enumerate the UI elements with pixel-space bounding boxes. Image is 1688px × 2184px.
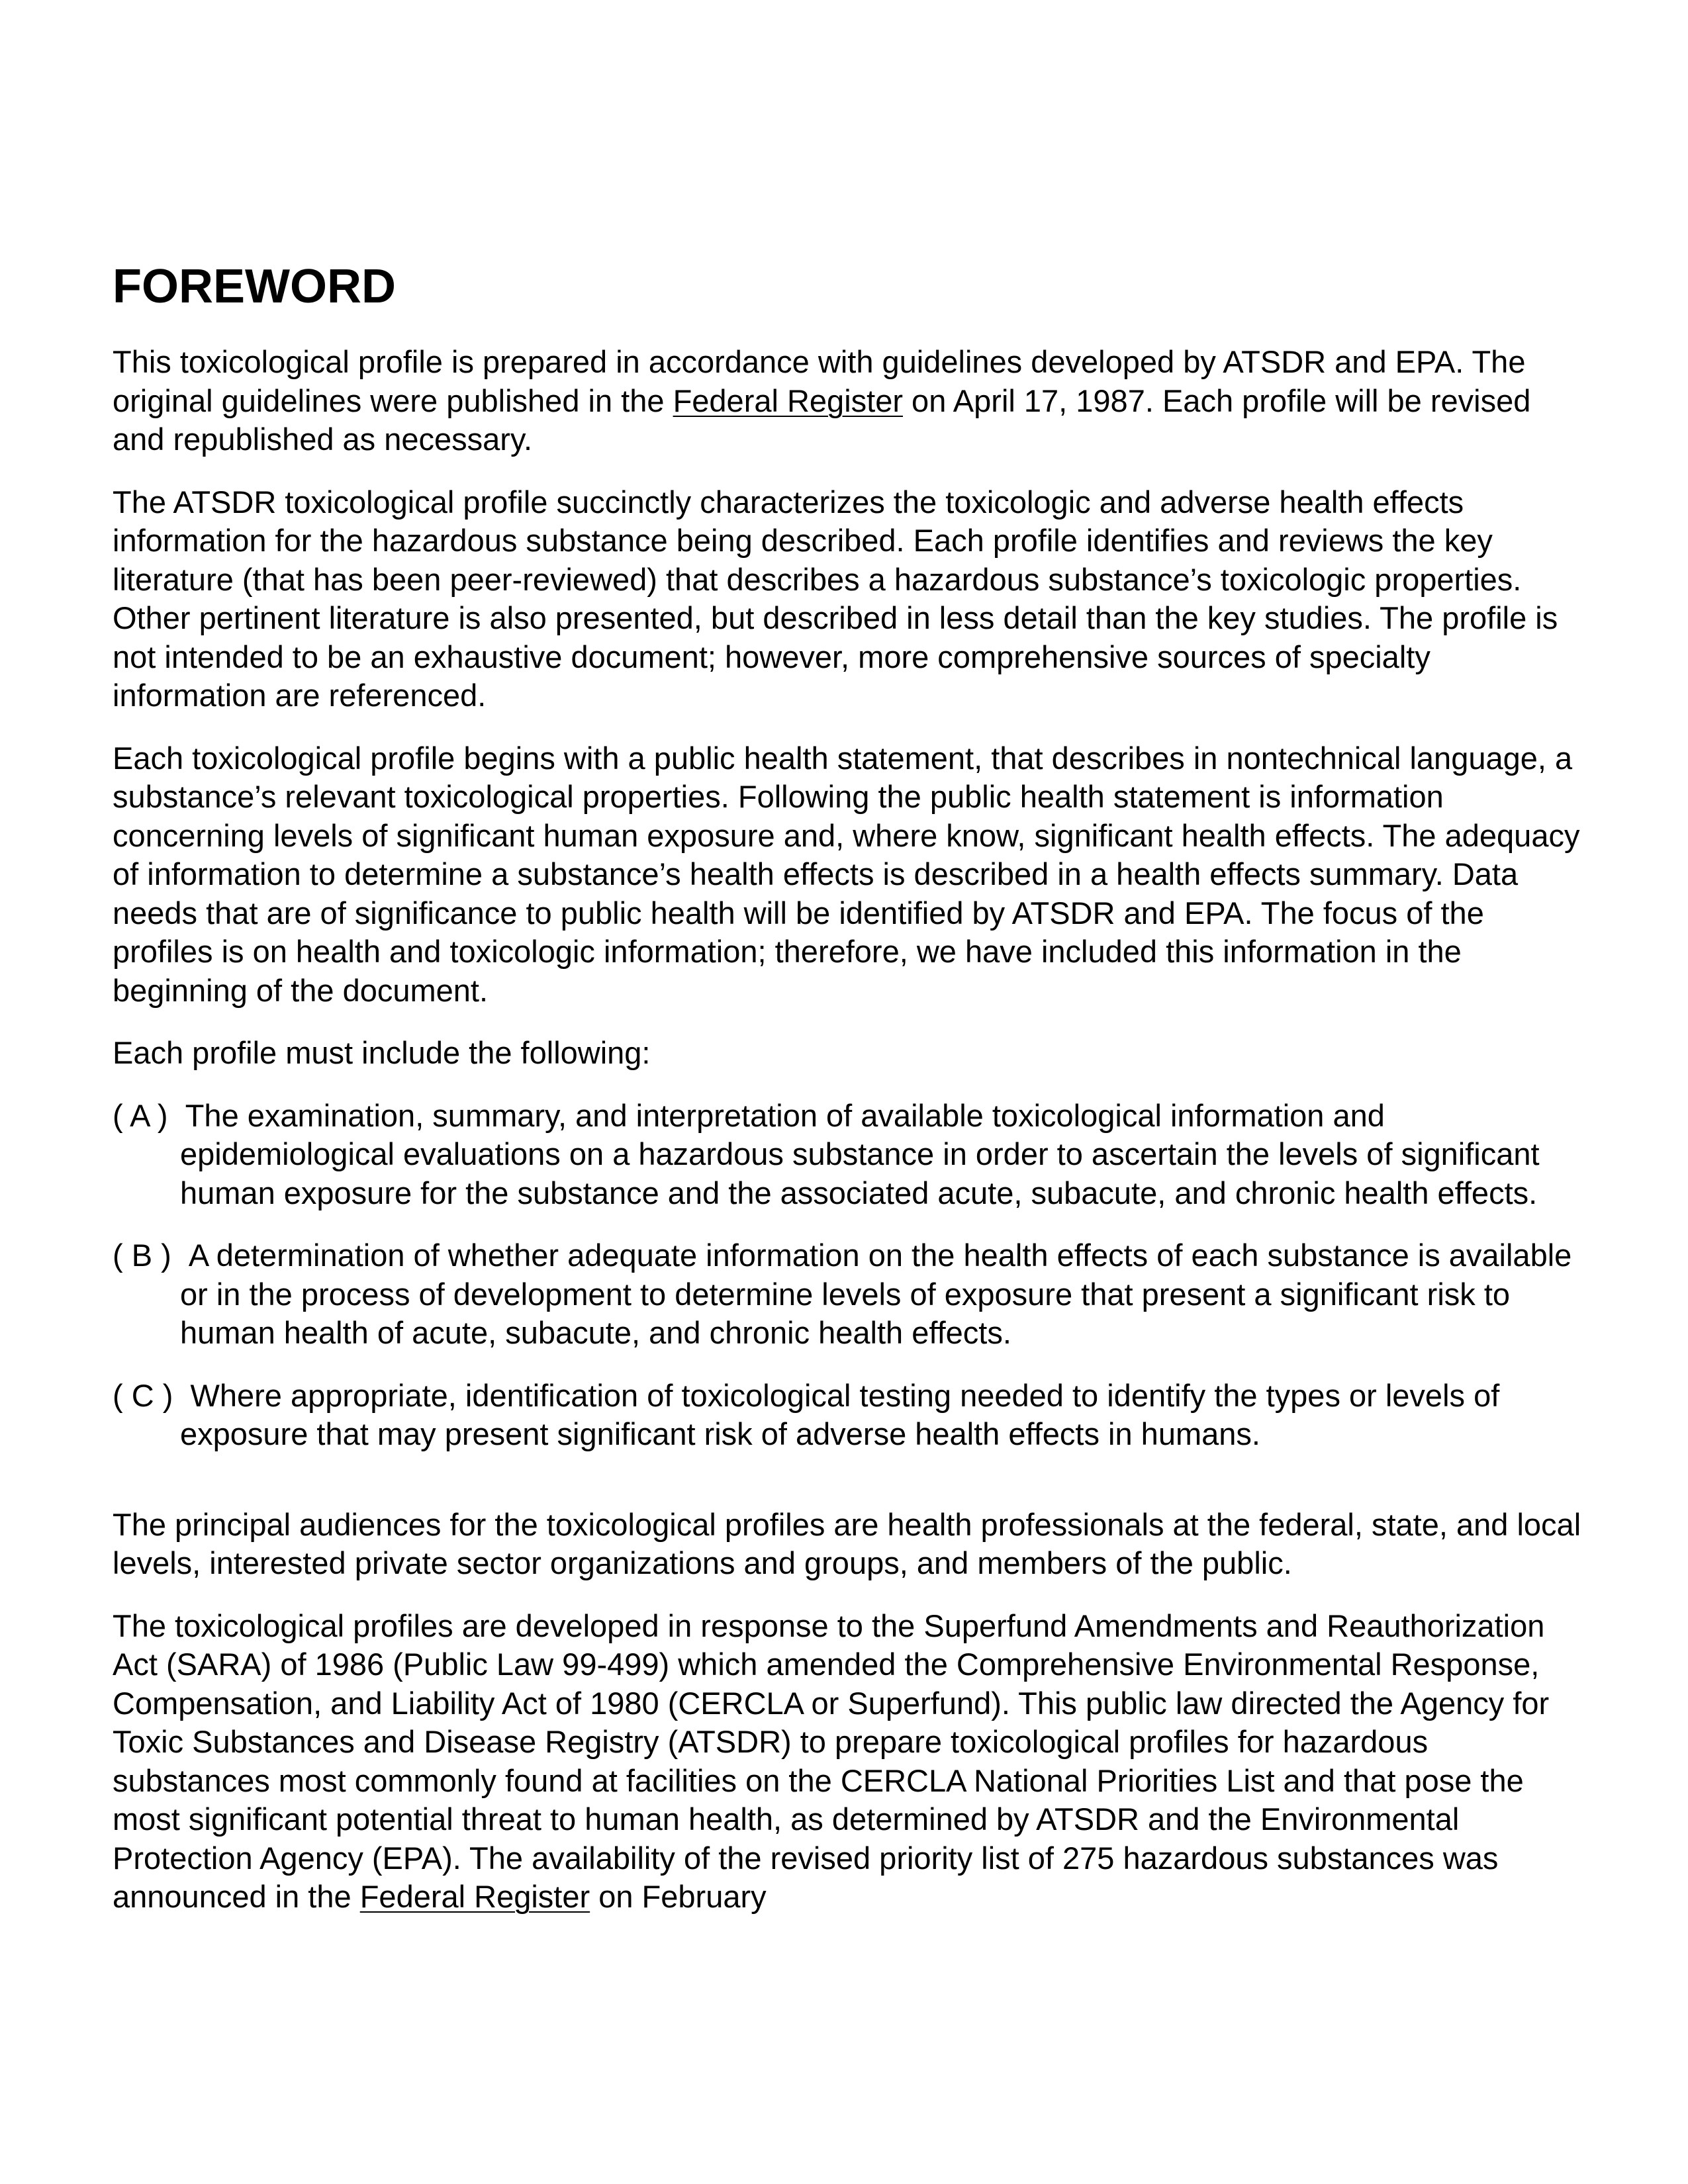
item-marker: ( C ) bbox=[113, 1377, 173, 1413]
requirement-item-c bbox=[113, 1377, 1589, 1454]
requirement-item-a bbox=[113, 1097, 1589, 1213]
federal-register-reference: Federal Register bbox=[673, 383, 903, 418]
guidelines-text-before: This toxicological profile is prepared in accordance with guidelines developed by ATSDR and EPA. The original guidelines were published in the bbox=[113, 344, 1526, 418]
paragraph-guidelines bbox=[113, 343, 1589, 459]
item-marker: ( A ) bbox=[113, 1097, 168, 1133]
item-marker: ( B ) bbox=[113, 1238, 171, 1273]
item-text: Where appropriate, identification of toxicological testing needed to identify the types or levels of exposure that may present significant risk of adverse health effects in humans. bbox=[180, 1377, 1500, 1451]
paragraph-sara-background bbox=[113, 1607, 1589, 1917]
federal-register-reference: Federal Register bbox=[359, 1879, 590, 1914]
guidelines-text-after: on April 17, 1987. Each profile will be revised and republished as necessary. bbox=[113, 383, 1531, 457]
page-title: FOREWORD bbox=[113, 260, 396, 313]
item-text: A determination of whether adequate information on the health effects of each substance is available or in the process of development to determine levels of exposure that present a significant risk to human health of acute, subacute, and chronic health effects. bbox=[180, 1238, 1572, 1350]
paragraph-requirements-intro: Each profile must include the following: bbox=[113, 1035, 651, 1070]
sara-text-after: on February bbox=[590, 1879, 767, 1914]
sara-text-before: The toxicological profiles are developed in response to the Superfund Amendments and Reauthorization Act (SARA) of 1986 (Public Law 99-499) which amended the Comprehensive Environmental Response, Compensation, and Liability Act of 1980 (CERCLA or Superfund). This public law directed the Agency for Toxic Substances and Disease Registry (ATSDR) to prepare toxicological profiles for hazardous substances most commonly found at facilities on the CERCLA National Priorities List and that pose the most significant potential threat to human health, as determined by ATSDR and the Environmental Protection Agency (EPA). The availability of the revised priority list of 275 hazardous substances was announced in the bbox=[113, 1608, 1550, 1914]
item-text: The examination, summary, and interpretation of available toxicological information and epidemiological evaluations on a hazardous substance in order to ascertain the levels of significant human exposure for the substance and the associated acute, subacute, and chronic health effects. bbox=[180, 1097, 1540, 1210]
paragraph-public-health-statement: Each toxicological profile begins with a public health statement, that describes in nontechnical language, a substance’s relevant toxicological properties. Following the public health statement is information concerning levels of significant human exposure and, where know, significant health effects. The adequacy of information to determine a substance’s health effects is described in a health effects summary. Data needs that are of significance to public health will be identified by ATSDR and EPA. The focus of the profiles is on health and toxicologic information; therefore, we have included this information in the beginning of the document. bbox=[113, 740, 1580, 1008]
document-page bbox=[113, 257, 1589, 1940]
paragraph-audiences: The principal audiences for the toxicological profiles are health professionals at the federal, state, and local levels, interested private sector organizations and groups, and members of the public. bbox=[113, 1506, 1581, 1580]
requirement-item-b bbox=[113, 1236, 1589, 1353]
paragraph-profile-description: The ATSDR toxicological profile succinctly characterizes the toxicologic and adverse health effects information for the hazardous substance being described. Each profile identifies and reviews the key literature (that has been peer-reviewed) that describes a hazardous substance’s toxicologic properties. Other pertinent literature is also presented, but described in less detail than the key studies. The profile is not intended to be an exhaustive document; however, more comprehensive sources of specialty information are referenced. bbox=[113, 484, 1558, 713]
